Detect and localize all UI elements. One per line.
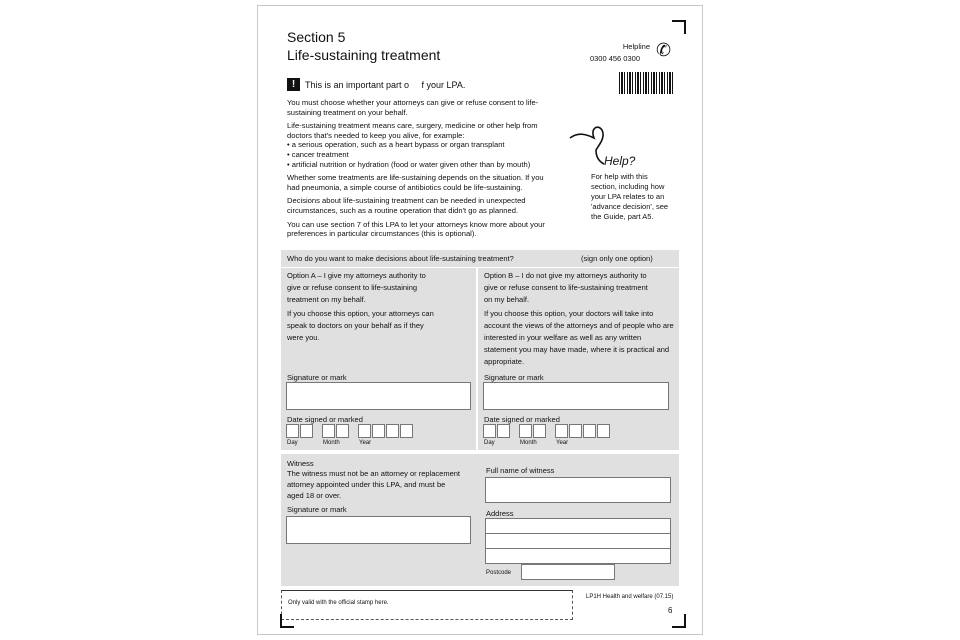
option-b-panel xyxy=(478,268,679,450)
day-digit-box[interactable] xyxy=(300,424,313,438)
list-item: • cancer treatment xyxy=(287,150,557,160)
day-digit-box[interactable] xyxy=(497,424,510,438)
question-note: (sign only one option) xyxy=(581,254,653,263)
option-a-heading: Option A – I give my attorneys authority to give or refuse consent to life-sustaining treatment on my behalf. xyxy=(287,271,426,304)
helpline-label: Helpline xyxy=(622,42,650,51)
year-label: Year xyxy=(556,440,569,446)
intro-paragraph: You can use section 7 of this LPA to let your attorneys know more about your preferences in particular circumstances (this is optional). xyxy=(287,219,545,239)
option-b-heading: Option B – I do not give my attorneys authority to give or refuse consent to life-sustaining treatment on my behalf. xyxy=(484,271,648,304)
question-text: Who do you want to make decisions about life-sustaining treatment? xyxy=(287,254,514,263)
month-digit-box[interactable] xyxy=(336,424,349,438)
year-digit-box[interactable] xyxy=(372,424,385,438)
date-label: Date signed or marked xyxy=(287,415,363,424)
signature-label: Signature or mark xyxy=(287,373,347,382)
form-code: LP1H Health and welfare (07.15) xyxy=(586,594,674,600)
question-bar xyxy=(281,250,679,267)
intro-paragraph: Life-sustaining treatment means care, surgery, medicine or other help from doctors that's needed to keep you alive, for example: xyxy=(287,121,538,140)
exclamation-icon: ! xyxy=(287,78,300,91)
important-notice: This is an important part o f your LPA. xyxy=(305,80,466,90)
year-label: Year xyxy=(359,440,372,446)
form-page xyxy=(257,5,703,635)
option-a-signature-box[interactable] xyxy=(286,382,471,410)
witness-address-label: Address xyxy=(486,509,514,518)
corner-mark-bottom-left xyxy=(280,614,294,628)
help-text: For help with this section, including how your LPA relates to an 'advance decision', see the Guide, part A5. xyxy=(591,172,669,221)
corner-mark-bottom-right xyxy=(672,614,686,628)
year-digit-box[interactable] xyxy=(400,424,413,438)
month-label: Month xyxy=(323,440,340,446)
witness-title: Witness xyxy=(287,459,314,468)
intro-paragraph: Decisions about life-sustaining treatment can be needed in unexpected circumstances, such as a routine operation that didn't go as planned. xyxy=(287,196,526,215)
list-item: • artificial nutrition or hydration (food or water given other than by mouth) xyxy=(287,160,557,170)
corner-mark-top-right xyxy=(672,20,686,34)
witness-panel xyxy=(281,454,679,586)
year-digit-box[interactable] xyxy=(583,424,596,438)
witness-signature-label: Signature or mark xyxy=(287,505,347,514)
witness-name-input[interactable] xyxy=(485,477,671,503)
year-digit-box[interactable] xyxy=(569,424,582,438)
barcode xyxy=(619,72,673,94)
option-a-text: If you choose this option, your attorneys can speak to doctors on your behalf as if they were you. xyxy=(287,309,434,342)
intro-text xyxy=(287,98,557,243)
page-number: 6 xyxy=(668,606,673,615)
list-item: • a serious operation, such as a heart bypass or organ transplant xyxy=(287,140,557,150)
day-label: Day xyxy=(484,440,495,446)
witness-address-line[interactable] xyxy=(485,518,671,534)
year-digit-box[interactable] xyxy=(555,424,568,438)
section-title: Life-sustaining treatment xyxy=(287,47,441,63)
examples-list xyxy=(287,140,557,169)
year-digit-box[interactable] xyxy=(597,424,610,438)
month-digit-box[interactable] xyxy=(533,424,546,438)
official-stamp-box xyxy=(281,590,573,620)
phone-icon: ✆ xyxy=(656,40,672,60)
signature-label: Signature or mark xyxy=(484,373,544,382)
help-title: Help? xyxy=(604,154,636,168)
option-b-signature-box[interactable] xyxy=(483,382,669,410)
witness-text: The witness must not be an attorney or replacement attorney appointed under this LPA, and must be aged 18 or over. xyxy=(287,469,461,500)
month-digit-box[interactable] xyxy=(322,424,335,438)
year-digit-box[interactable] xyxy=(386,424,399,438)
option-a-panel xyxy=(281,268,476,450)
section-number: Section 5 xyxy=(287,29,346,45)
day-label: Day xyxy=(287,440,298,446)
witness-signature-box[interactable] xyxy=(286,516,471,544)
day-digit-box[interactable] xyxy=(286,424,299,438)
month-digit-box[interactable] xyxy=(519,424,532,438)
date-label: Date signed or marked xyxy=(484,415,560,424)
intro-paragraph: Whether some treatments are life-sustaining depends on the situation. If you had pneumonia, a simple course of antibiotics could be life-sustaining. xyxy=(287,173,544,192)
witness-name-label: Full name of witness xyxy=(486,466,555,475)
witness-address-line[interactable] xyxy=(485,533,671,549)
stamp-note: Only valid with the official stamp here. xyxy=(288,600,389,606)
year-digit-box[interactable] xyxy=(358,424,371,438)
day-digit-box[interactable] xyxy=(483,424,496,438)
witness-address-line[interactable] xyxy=(485,548,671,564)
intro-paragraph: You must choose whether your attorneys can give or refuse consent to life-sustaining treatment on your behalf. xyxy=(287,98,539,117)
witness-postcode-input[interactable] xyxy=(521,564,615,580)
option-b-text: If you choose this option, your doctors will take into account the views of the attorneys and of people who are interested in your welfare as well as any written statement you may have made, where it is practical and appropriate. xyxy=(484,309,674,366)
helpline-number: 0300 456 0300 xyxy=(589,54,640,63)
witness-postcode-label: Postcode xyxy=(486,570,512,576)
month-label: Month xyxy=(520,440,537,446)
help-arrow-icon xyxy=(568,124,608,166)
